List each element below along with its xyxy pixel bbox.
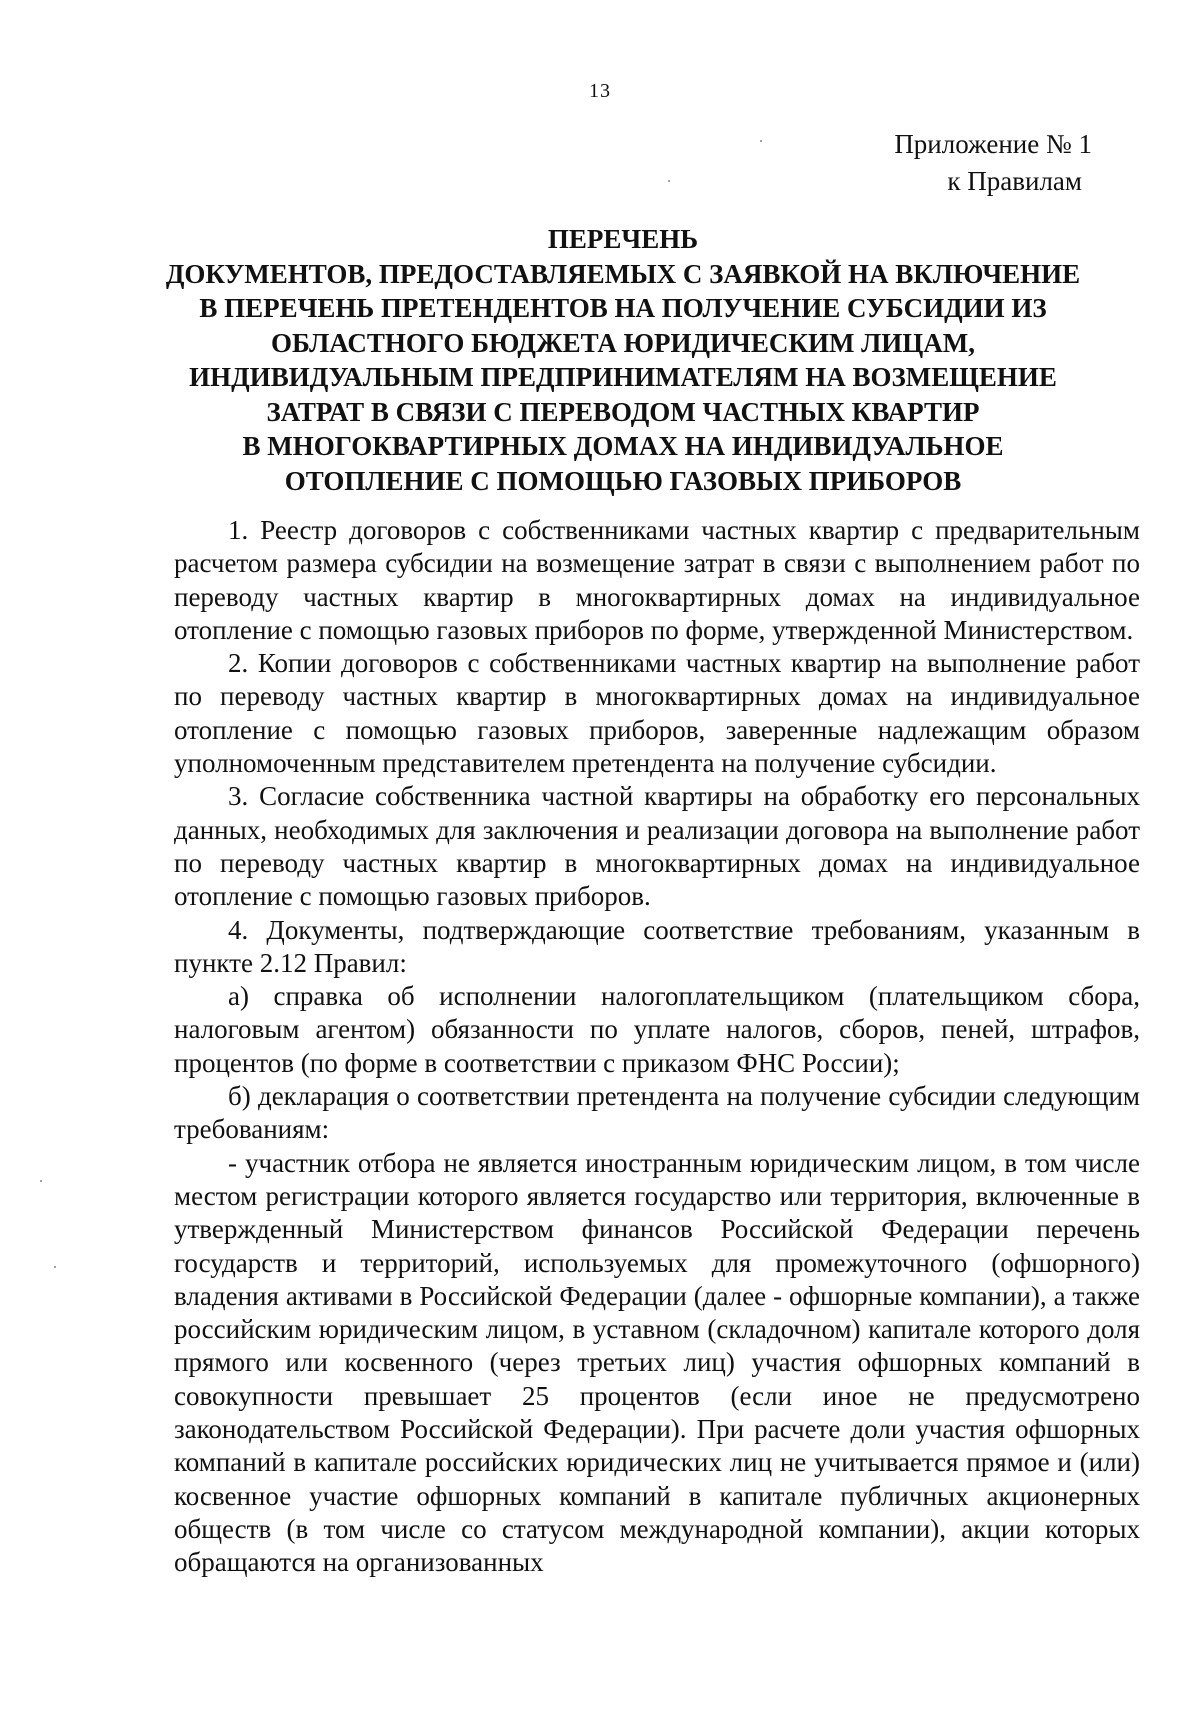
paragraph-item-2: 2. Копии договоров с собственниками частных квартир на выполнение работ по переводу частных квартир в многоквартирных домах на индивидуальное отопление с помощью газовых приборов, заверенные надлежащим образом уполномоченным представителем претендента на получение субсидии. <box>174 648 1140 779</box>
title-line: В ПЕРЕЧЕНЬ ПРЕТЕНДЕНТОВ НА ПОЛУЧЕНИЕ СУБСИДИИ ИЗ <box>199 293 1047 323</box>
page-number: 13 <box>589 80 611 102</box>
title-line: ПЕРЕЧЕНЬ <box>547 224 699 254</box>
paragraph-item-4: 4. Документы, подтверждающие соответствие требованиям, указанным в пункте 2.12 Правил: <box>174 914 1140 978</box>
title-line: ДОКУМЕНТОВ, ПРЕДОСТАВЛЯЕМЫХ С ЗАЯВКОЙ НА ВКЛЮЧЕНИЕ <box>165 258 1081 289</box>
appendix-reference <box>894 126 1092 200</box>
document-title <box>150 222 1096 498</box>
paragraph-bullet-offshore: - участник отбора не является иностранным юридическим лицом, в том числе местом регистрации которого является государство или территория, включенные в утвержденный Министерством финансов Российской Федерации перечень государств и территорий, используемых для промежуточного (офшорного) владения активами в Российской Федерации (далее - офшорные компании), а также российским юридическим лицом, в уставном (складочном) капитале которого доля прямого или косвенного (через третьих лиц) участия офшорных компаний в совокупности превышает 25 процентов (если иное не предусмотрено законодательством Российской Федерации). При расчете доли участия офшорных компаний в капитале российских юридических лиц не учитывается прямое и (или) косвенное участие офшорных компаний в капитале публичных акционерных обществ (в том числе со статусом международной компании), акции которых обращаются на организованных <box>174 1147 1140 1578</box>
title-line: ЗАТРАТ В СВЯЗИ С ПЕРЕВОДОМ ЧАСТНЫХ КВАРТИР <box>266 396 980 427</box>
scan-speck <box>40 1180 42 1182</box>
paragraph-item-1: 1. Реестр договоров с собственниками частных квартир с предварительным расчетом размера субсидии на возмещение затрат в связи с выполнением работ по переводу частных квартир в многоквартирных домах на индивидуальное отопление с помощью газовых приборов по форме, утвержденной Министерством. <box>174 515 1140 645</box>
appendix-rules-ref: к Правилам <box>947 166 1082 196</box>
scan-speck <box>668 180 670 182</box>
scan-speck <box>54 1266 56 1268</box>
paragraph-item-4a: а) справка об исполнении налогоплательщиком (плательщиком сбора, налоговым агентом) обязанности по уплате налогов, сборов, пеней, штрафов, процентов (по форме в соответствии с приказом ФНС России); <box>174 981 1140 1078</box>
title-line: В МНОГОКВАРТИРНЫХ ДОМАХ НА ИНДИВИДУАЛЬНОЕ <box>242 431 1004 461</box>
document-body <box>174 514 1140 1580</box>
paragraph-item-3: 3. Согласие собственника частной квартиры на обработку его персональных данных, необходимых для заключения и реализации договора на выполнение работ по переводу частных квартир в многоквартирных домах на индивидуальное отопление с помощью газовых приборов. <box>174 781 1140 912</box>
title-line: ИНДИВИДУАЛЬНЫМ ПРЕДПРИНИМАТЕЛЯМ НА ВОЗМЕЩЕНИЕ <box>189 362 1057 392</box>
appendix-number: Приложение № 1 <box>894 129 1092 159</box>
title-line: ОБЛАСТНОГО БЮДЖЕТА ЮРИДИЧЕСКИМ ЛИЦАМ, <box>270 327 976 358</box>
title-line: ОТОПЛЕНИЕ С ПОМОЩЬЮ ГАЗОВЫХ ПРИБОРОВ <box>284 465 962 496</box>
scan-speck <box>760 140 762 142</box>
paragraph-item-4b: б) декларация о соответствии претендента на получение субсидии следующим требованиям: <box>174 1081 1140 1145</box>
